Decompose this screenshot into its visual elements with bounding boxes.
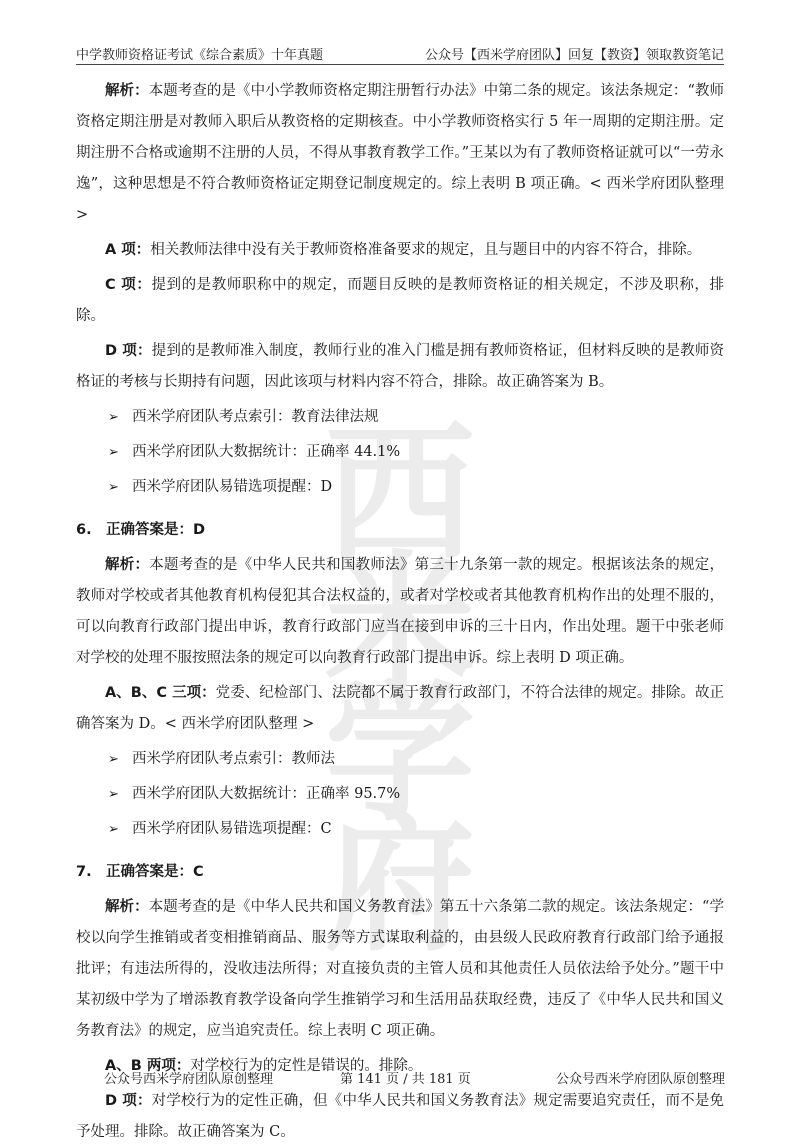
option-label: A、B 两项： [105,1058,191,1074]
arrow-bullet-icon: ➢ [108,480,119,495]
analysis-text: 本题考查的是《中华人民共和国教师法》第三十九条第一款的规定。根据该法条的规定，教师对学校或者其他教育机构侵犯其合法权益的，或者对学校或者其他教育机构作出的处理不服的，可以向教育行政部门提出申诉，教育行政部门应当在接到申诉的三十日内，作出处理。题干中张老师对学校的处理不服按照法条的规定可以向教育行政部门提出申诉。综上表明 D 项正确。 [76,557,724,666]
option-label: C 项： [105,277,152,293]
option-label: D 项： [105,1093,152,1109]
analysis-paragraph [76,76,724,231]
analysis-paragraph [76,550,724,674]
question-heading-6 [76,515,724,546]
option-label: A 项： [105,242,151,258]
option-text: 相关教师法律中没有关于教师资格准备要求的规定，且与题目中的内容不符合，排除。 [150,242,702,258]
option-label: A、B、C 三项： [105,685,216,701]
arrow-bullet-icon: ➢ [108,410,119,425]
option-paragraph-c [76,270,724,332]
option-text: 对学校行为的定性正确，但《中华人民共和国义务教育法》规定需要追究责任，而不是免予处理。排除。故正确答案为 C。 [76,1093,725,1140]
correct-answer: 正确答案是：D [106,522,206,538]
page-footer [0,1068,800,1088]
analysis-label: 解析： [105,899,149,915]
arrow-bullet-icon: ➢ [108,787,119,802]
bullet-text: 西米学府团队大数据统计：正确率 95.7% [132,786,401,802]
arrow-bullet-icon: ➢ [108,445,119,460]
analysis-label: 解析： [105,83,149,99]
bullet-text: 西米学府团队易错选项提醒：C [132,821,332,837]
header-promo: 公众号【西米学府团队】回复【教资】领取教资笔记 [424,48,724,63]
option-paragraph-d [76,336,724,398]
option-paragraph-d [76,1086,724,1148]
bullet-text: 西米学府团队易错选项提醒：D [132,479,333,495]
watermark-text-1: 西米 [324,408,475,712]
option-label: D 项： [105,343,152,359]
option-text: 党委、纪检部门、法院都不属于教育行政部门，不符合法律的规定。排除。故正确答案为 D。< 西米学府团队整理 > [76,685,725,732]
arrow-bullet-icon: ➢ [108,752,119,767]
question-number: 6. [76,522,92,538]
bullet-text: 西米学府团队大数据统计：正确率 44.1% [132,444,401,460]
analysis-label: 解析： [105,557,150,573]
page-number: 第 141 页 / 共 181 页 [340,1072,471,1087]
question-heading-7 [76,857,724,888]
watermark-text-2: 学府 [324,668,475,972]
bullet-text: 西米学府团队考点索引：教育法律法规 [132,409,379,425]
option-text: 提到的是教师准入制度，教师行业的准入门槛是拥有教师资格证，但材料反映的是教师资格证的考核与长期持有问题，因此该项与材料内容不符合，排除。故正确答案为 B。 [76,343,725,390]
arrow-bullet-icon: ➢ [108,822,119,837]
bullet-item [108,472,724,503]
bullet-item [108,744,724,775]
analysis-text: 本题考查的是《中小学教师资格定期注册暂行办法》中第二条的规定。该法条规定：“教师资格定期注册是对教师入职后从教资格的定期核查。中小学教师资格实行 5 年一周期的定期注册。定期注册不合格或逾期不注册的人员，不得从事教育教学工作。”王某以为有了教师资格证就可以“一劳永逸”，这种思想是不符合教师资格证定期登记制度规定的。综上表明 B 项正确。< 西米学府团队整理 > [76,83,724,223]
footer-left-credit: 公众号西米学府团队原创整理 [104,1072,274,1087]
bullet-item [108,437,724,468]
header-title: 中学教师资格证考试《综合素质》十年真题 [76,48,324,63]
footer-right-credit: 公众号西米学府团队原创整理 [556,1072,726,1087]
bullet-item [108,814,724,845]
bullet-item [108,779,724,810]
page-header [76,44,724,68]
bullet-item [108,402,724,433]
correct-answer: 正确答案是：C [106,864,204,880]
analysis-paragraph [76,892,724,1047]
question-number: 7. [76,864,92,880]
option-text: 提到的是教师职称中的规定，而题目反映的是教师资格证的相关规定，不涉及职称，排除。 [76,277,724,324]
option-paragraph-a [76,235,724,266]
analysis-text: 本题考查的是《中华人民共和国义务教育法》第五十六条第二款的规定。该法条规定：“学校以向学生推销或者变相推销商品、服务等方式谋取利益的，由县级人民政府教育行政部门给予通报批评；有违法所得的，没收违法所得；对直接负责的主管人员和其他责任人员依法给予处分。”题干中某初级中学为了增添教育教学设备向学生推销学习和生活用品获取经费，违反了《中华人民共和国义务教育法》的规定，应当追究责任。综上表明 C 项正确。 [76,899,724,1039]
bullet-text: 西米学府团队考点索引：教师法 [132,751,335,767]
option-text: 对学校行为的定性是错误的。排除。 [190,1058,423,1074]
option-paragraph-abc [76,678,724,740]
page-content [76,76,724,1148]
